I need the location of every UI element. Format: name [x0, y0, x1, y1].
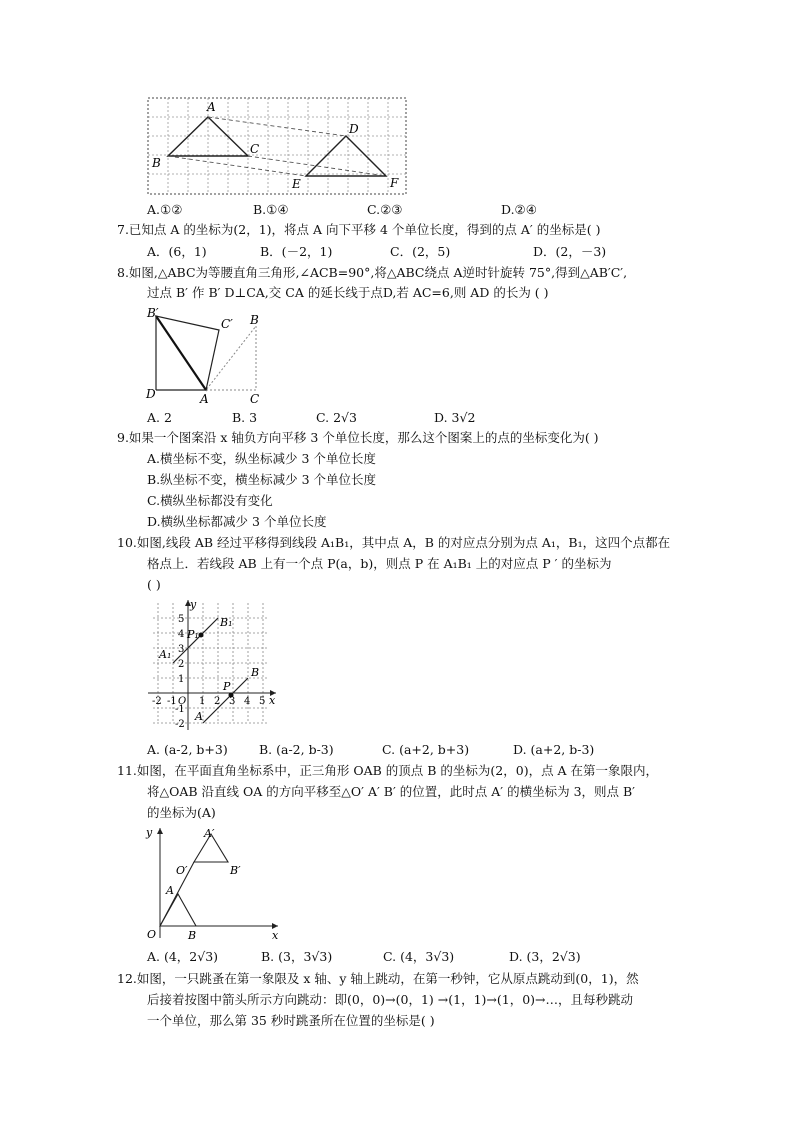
x-tick-5: 5: [259, 696, 266, 707]
label-aprime: A′: [204, 827, 215, 840]
q10-option-b[interactable]: B. (a-2, b-3): [259, 742, 334, 757]
label-c: C: [250, 142, 260, 156]
label-b: B: [188, 929, 197, 942]
q12-line1: 12.如图，一只跳蚤在第一象限及 x 轴、y 轴上跳动，在第一秒钟，它从原点跳动到(0，1)，然: [117, 971, 639, 986]
q9-option-b[interactable]: B.纵坐标不变，横坐标减少 3 个单位长度: [147, 472, 377, 487]
label-d: D: [349, 122, 359, 136]
q11-option-b[interactable]: B. (3，3√3): [261, 949, 333, 964]
x-tick-1: 1: [199, 696, 206, 707]
q8-line2: 过点 B′ 作 B′ D⊥CA,交 CA 的延长线于点D,若 AC=6,则 AD 的长为 ( ): [147, 285, 549, 300]
q11-line2: 将△OAB 沿直线 OA 的方向平移至△O′ A′ B′ 的位置，此时点 A′ 的横坐标为 3，则点 B′: [147, 784, 636, 799]
label-b: B: [250, 313, 259, 327]
x-tick-4: 4: [244, 696, 251, 707]
q8-option-c[interactable]: C. 2√3: [316, 410, 357, 425]
label-d: D: [146, 387, 156, 401]
x-axis-label: x: [272, 929, 279, 942]
q11-line1: 11.如图，在平面直角坐标系中，正三角形 OAB 的顶点 B 的坐标为(2，0)，点 A 在第一象限内，: [117, 763, 659, 778]
coordinate-grid-figure: [143, 598, 281, 733]
x-tick-neg1: -1: [167, 696, 177, 707]
fig-top-option-d[interactable]: D.②④: [501, 202, 537, 217]
q10-line1: 10.如图,线段 AB 经过平移得到线段 A₁B₁，其中点 A，B 的对应点分别为点 A₁，B₁，这四个点都在: [117, 535, 671, 550]
rotation-figure: [144, 306, 269, 406]
fig-top-option-b[interactable]: B.①④: [253, 202, 289, 217]
q9-option-d[interactable]: D.横纵坐标都减少 3 个单位长度: [147, 514, 327, 529]
label-a: A: [166, 884, 174, 897]
label-oprime: O′: [176, 864, 188, 877]
label-a: A: [207, 100, 216, 114]
y-axis-label: y: [190, 598, 197, 611]
q8-option-a[interactable]: A. 2: [147, 410, 172, 425]
label-a1: A₁: [159, 648, 172, 661]
q10-option-a[interactable]: A. (a-2, b+3): [147, 742, 228, 757]
label-b1: B₁: [220, 616, 233, 629]
label-f: F: [390, 176, 399, 190]
translation-grid-figure: [146, 96, 408, 196]
q11-option-d[interactable]: D. (3，2√3): [509, 949, 581, 964]
label-b: B: [152, 156, 161, 170]
label-p1: P₁: [187, 628, 199, 641]
q8-line1: 8.如图,△ABC为等腰直角三角形,∠ACB=90°,将△ABC绕点 A逆时针旋转 75°,得到△AB′C′,: [117, 265, 628, 280]
q7-option-c[interactable]: C．(2，5): [390, 244, 451, 259]
q12-line2: 后接着按图中箭头所示方向跳动：即(0，0)→(0，1) →(1，1)→(1，0)→…，且每秒跳动: [147, 992, 634, 1007]
y-tick-5: 5: [178, 614, 185, 625]
q10-line3: ( ): [147, 577, 161, 592]
label-e: E: [292, 177, 301, 191]
label-b: B: [251, 666, 260, 679]
label-c: C: [250, 392, 260, 406]
q8-option-b[interactable]: B. 3: [232, 410, 258, 425]
q7-option-b[interactable]: B．(－2，1): [260, 244, 333, 259]
q11-option-c[interactable]: C. (4，3√3): [383, 949, 455, 964]
y-axis-label: y: [146, 826, 153, 839]
q7-stem: 7.已知点 A 的坐标为(2，1)，将点 A 向下平移 4 个单位长度，得到的点 A′ 的坐标是( ): [117, 222, 601, 237]
x-tick-3: 3: [229, 696, 236, 707]
q7-option-a[interactable]: A．(6，1): [147, 244, 207, 259]
point-p1: [199, 633, 204, 638]
q11-line3: 的坐标为(A): [147, 805, 216, 820]
triangle-oab: [160, 894, 196, 926]
q10-option-d[interactable]: D. (a+2, b-3): [513, 742, 595, 757]
q10-line2: 格点上．若线段 AB 上有一个点 P(a，b)，则点 P 在 A₁B₁ 上的对应点 P ′ 的坐标为: [147, 556, 612, 571]
label-a: A: [195, 710, 203, 723]
q8-option-d[interactable]: D. 3√2: [434, 410, 476, 425]
y-tick-2: 2: [178, 659, 185, 670]
origin-label: O: [147, 928, 157, 941]
q9-option-a[interactable]: A.横坐标不变，纵坐标减少 3 个单位长度: [147, 451, 376, 466]
y-tick-1: 1: [178, 674, 185, 685]
y-tick-neg2: -2: [175, 719, 185, 730]
label-cprime: C′: [221, 317, 233, 331]
y-tick-3: 3: [178, 644, 185, 655]
q7-option-d[interactable]: D．(2，－3): [533, 244, 607, 259]
label-bprime: B′: [230, 864, 241, 877]
equilateral-translation-figure: [144, 826, 284, 944]
q10-option-c[interactable]: C. (a+2, b+3): [382, 742, 470, 757]
q9-option-c[interactable]: C.横纵坐标都没有变化: [147, 493, 273, 508]
y-tick-4: 4: [178, 629, 185, 640]
x-tick-neg2: -2: [152, 696, 162, 707]
q11-option-a[interactable]: A. (4，2√3): [147, 949, 219, 964]
origin-label: O: [178, 696, 187, 707]
x-tick-2: 2: [214, 696, 221, 707]
q12-line3: 一个单位，那么第 35 秒时跳蚤所在位置的坐标是( ): [147, 1013, 435, 1028]
label-p: P: [223, 680, 231, 693]
q9-stem: 9.如果一个图案沿 x 轴负方向平移 3 个单位长度，那么这个图案上的点的坐标变化为( ): [117, 430, 599, 445]
fig-top-option-a[interactable]: A.①②: [147, 202, 183, 217]
x-axis-label: x: [269, 694, 276, 707]
fig-top-option-c[interactable]: C.②③: [367, 202, 403, 217]
label-a: A: [200, 392, 209, 406]
y-tick-neg1: -1: [175, 704, 185, 715]
label-bprime: B′: [147, 306, 159, 320]
